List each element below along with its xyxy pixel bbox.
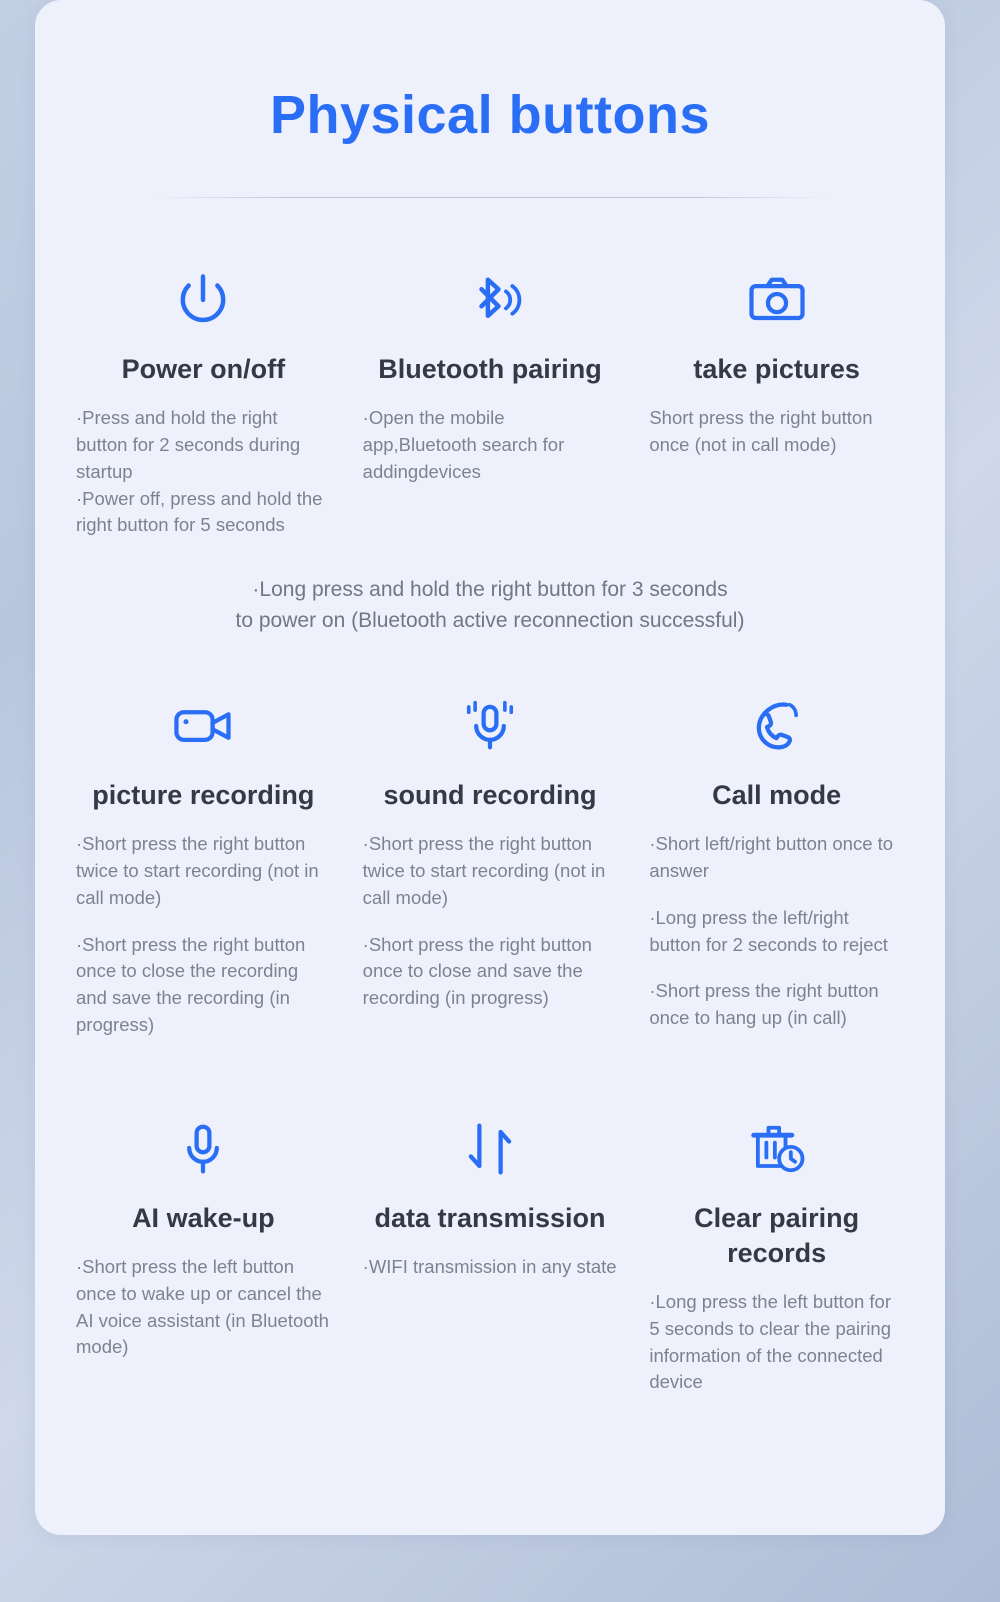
feature-line: ·Press and hold the right button for 2 seconds during startup [76, 407, 301, 482]
feature-clear-pairing-records [633, 1103, 920, 1396]
feature-line: ·Long press the left button for 5 seconds to clear the pairing information of the connected device [649, 1291, 892, 1393]
feature-call-mode [633, 680, 920, 1039]
feature-data-transmission [347, 1103, 634, 1396]
feature-lines [363, 1254, 618, 1281]
feature-line: ·WIFI transmission in any state [362, 1255, 617, 1277]
feature-line: ·Short press the right button once to hang up (in call) [649, 980, 879, 1029]
feature-line: ·Power off, press and hold the right button for 5 seconds [76, 487, 323, 536]
feature-lines [76, 1254, 331, 1361]
feature-lines [363, 405, 618, 485]
feature-title: Bluetooth pairing [378, 354, 602, 384]
feature-line: ·Short press the right button twice to start recording (not in call mode) [76, 833, 319, 908]
feature-line: ·Open the mobile app,Bluetooth search for addingdevices [362, 407, 565, 482]
feature-title: data transmission [374, 1202, 606, 1233]
feature-title: Clear pairing records [694, 1202, 860, 1268]
bluetooth-icon [363, 256, 618, 348]
feature-lines [363, 831, 618, 1012]
microphone-waves-icon [363, 680, 618, 772]
power-on-note [35, 575, 945, 636]
feature-title: AI wake-up [132, 1202, 275, 1233]
feature-picture-recording [60, 680, 347, 1039]
feature-row-3 [35, 1103, 945, 1396]
feature-title: Call mode [712, 780, 842, 811]
feature-title: picture recording [92, 780, 315, 811]
feature-line: ·Short press the left button once to wake up or cancel the AI voice assistant (in Bluetooth mode) [76, 1255, 329, 1358]
microphone-icon [76, 1103, 331, 1195]
feature-lines [649, 1289, 904, 1396]
content-panel [35, 0, 945, 1535]
power-icon [76, 256, 331, 348]
feature-power-on-off [60, 256, 347, 539]
feature-line: ·Short press the right button once to close the recording and save the recording (in progress) [76, 933, 306, 1035]
feature-ai-wake-up [60, 1103, 347, 1396]
feature-bluetooth-pairing [347, 256, 634, 539]
camera-icon [649, 256, 904, 348]
feature-title: sound recording [383, 780, 597, 811]
feature-lines [76, 405, 331, 539]
feature-lines [649, 831, 904, 1032]
feature-line: ·Short left/right button once to answer [649, 833, 894, 881]
power-on-note-line-1: ·Long press and hold the right button for 3 seconds [252, 578, 728, 602]
feature-title: Power on/off [121, 354, 286, 384]
feature-line: ·Short press the right button once to close and save the recording (in progress) [362, 933, 592, 1009]
data-transfer-arrows-icon [363, 1103, 618, 1195]
feature-take-pictures [633, 256, 920, 539]
phone-call-icon [649, 680, 904, 772]
clear-history-icon [649, 1103, 904, 1195]
feature-line: ·Short press the right button twice to start recording (not in call mode) [362, 833, 606, 908]
feature-row-1 [35, 256, 945, 539]
feature-sound-recording [347, 680, 634, 1039]
feature-line: ·Long press the left/right button for 2 seconds to reject [649, 906, 888, 955]
page-title: Physical buttons [269, 85, 711, 145]
power-on-note-line-2: to power on (Bluetooth active reconnection successful) [235, 608, 745, 632]
title-divider [150, 197, 830, 198]
feature-row-2 [35, 680, 945, 1039]
feature-lines [649, 405, 904, 459]
feature-line: Short press the right button once (not in call mode) [649, 407, 873, 455]
feature-lines [76, 831, 331, 1039]
feature-title: take pictures [693, 354, 860, 384]
video-camera-icon [76, 680, 331, 772]
